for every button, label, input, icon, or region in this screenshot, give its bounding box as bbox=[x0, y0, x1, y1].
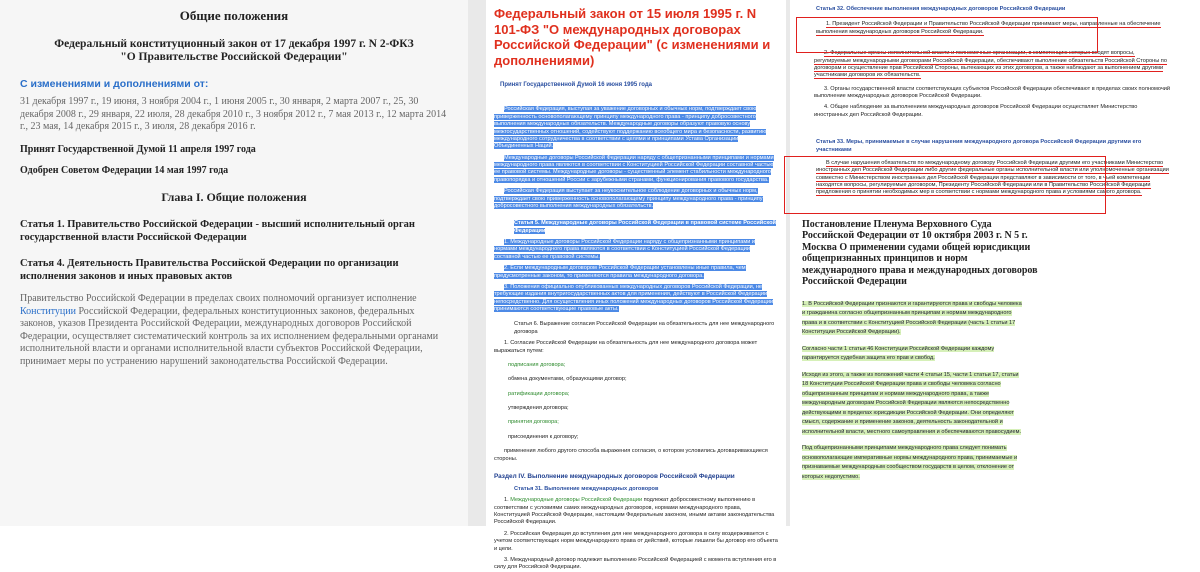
article-5-title bbox=[514, 220, 778, 235]
preamble-paragraph bbox=[494, 106, 778, 150]
articles-32-33-panel bbox=[790, 0, 1200, 526]
art6-last-item: применения любого другого способа выражения согласия, о котором условились договаривающиеся стороны. bbox=[494, 448, 768, 462]
resolution-p2 bbox=[802, 345, 1022, 364]
article-1-title: Статья 1. Правительство Российской Федерации - высший исполнительный орган государственной власти Российской Федерации bbox=[20, 218, 415, 243]
art6-item-accession: присоединения к договору; bbox=[508, 433, 579, 440]
highlighted-text: 1. Международные договоры Российской Федерации наряду с общепризнанными принципами и нормами международного права являются в соответствии с Конституцией Российской Федерации составной частью ее правовой системы. bbox=[494, 239, 756, 260]
article-32-p4: 4. Общее наблюдение за выполнением международных договоров Российской Федерации осуществляет Министерство иностранных дел Российской Федерации. bbox=[814, 104, 1138, 118]
highlighted-text: Российская Федерация выступает за неукоснительное соблюдение договорных и обычных норм, подтверждает свою приверженность основополагающему принципу международного права - принципу добросовестного выполнения международных обязательств. bbox=[494, 188, 763, 209]
article-31-title-text: Статья 31. Выполнение международных договоров bbox=[514, 485, 659, 492]
article-32-title bbox=[816, 6, 1190, 13]
article-33-title-text: Статья 33. Меры, принимаемые в случае нарушения международного договора Российской Федерации другими его участниками bbox=[816, 139, 1142, 153]
resolution-p3 bbox=[802, 371, 1022, 438]
underlined-text: 1. Президент Российской Федерации и Правительство Российской Федерации принимают меры, направленные на обеспечение выполнения международных договоров Российской Федерации. bbox=[816, 21, 1161, 35]
adopted-duma: Принят Государственной Думой 11 апреля 1997 года bbox=[20, 143, 256, 155]
article-31-p1-text: подлежат добросовестному выполнению в соответствии с условиями самих международных договоров, нормами международного права, Конституцией Российской Федерации, настоящим Федеральным законом, иными актами законодательства Российской Федерации. bbox=[494, 497, 775, 526]
preamble-paragraph bbox=[494, 188, 778, 210]
highlighted-text: Международные договоры Российской Федерации наряду с общепризнанными принципами и нормами международного права являются в соответствии с Конституцией Российской Федерации составной частью ее правовой системы. Международные договоры - существенный элемент стабильности международного правопорядка и отношений России с зарубежными странами, функционирования правового государства. bbox=[494, 154, 774, 183]
law-101fz-panel bbox=[486, 0, 786, 571]
law-title-line1: Федеральный конституционный закон от 17 декабря 1997 г. N 2-ФКЗ bbox=[54, 38, 414, 50]
article-6-title: Статья 6. Выражение согласия Российской Федерации на обязательность для нее международного договора bbox=[514, 321, 775, 335]
intl-treaties-link[interactable]: Международные договоры Российской Федерации bbox=[510, 497, 643, 504]
changes-dates: 31 декабря 1997 г., 19 июня, 3 ноября 2004 г., 1 июня 2005 г., 30 января, 2 марта 2007 г., 25, 30 декабря 2008 г., 29 января, 22 июля, 28 декабря 2010 г., 3 ноября 2012 г., 7 мая 2013 г., 12 марта 2014 г., 23 мая, 14 декабря 2015 г., 3 июля, 28 декабря 2016 г. bbox=[20, 96, 447, 133]
article-5-p3 bbox=[494, 284, 778, 314]
resolution-body bbox=[802, 300, 1022, 483]
body-text-rest: Российской Федерации, федеральных конституционных законов, федеральных законов, указов Президента Российской Федерации, международных договоров Российской Федерации, осуществляет систематический контроль за их исполнением федеральными органами исполнительной власти и органами исполнительной власти субъектов Российской Федерации, принимает меры по устранению нарушений законодательства Российской Федерации. bbox=[20, 305, 439, 367]
article-32-red-box bbox=[796, 17, 1098, 53]
green-highlight: Согласно части 1 статьи 46 Конституции Российской Федерации каждому гарантируется судебная защита его прав и свобод. bbox=[802, 345, 995, 362]
resolution-p4 bbox=[802, 444, 1022, 482]
article-4-body bbox=[20, 293, 448, 368]
law-title bbox=[20, 38, 448, 64]
article-31-p1: 1. Международные договоры Российской Федерации подлежат добросовестному выполнению в соответствии с условиями самих международных договоров, нормами международного права, Конституцией Российской Федерации, настоящим Федеральным законом, иными актами законодательства Российской Федерации. bbox=[494, 497, 775, 526]
article-31-p3: 3. Международный договор подлежит выполнению Российской Федерацией с момента вступления его в силу для Российской Федерации. bbox=[494, 556, 777, 571]
article-31-title bbox=[514, 486, 778, 493]
highlighted-text: 3. Положения официально опубликованных международных договоров Российской Федерации, не требующие издания внутригосударственных актов для применения, действуют в Российской Федерации непосредственно. Для осуществления иных положений международных договоров Российской Федерации принимаются соответствующие правовые акты. bbox=[494, 283, 774, 312]
article-31-p2: 2. Российская Федерация до вступления для нее международного договора в силу воздерживается с учетом соответствующих норм международного права от действий, которые лишили бы договор его объекта и цели. bbox=[494, 530, 778, 552]
article-32-p2 bbox=[796, 50, 1190, 80]
highlighted-text: Российская Федерация, выступая за уважение договорных и обычных норм, подтверждает свою приверженность основополагающему принципу международного права - принципу добросовестного выполнения международных обязательств. Международные договоры образуют правовую основу межгосударственных отношений, содействуют поддержанию всеобщего мира и безопасности, развитию международного сотрудничества в соответствии с целями и принципами Устава Организации Объединенных Наций. bbox=[494, 106, 767, 150]
panel-separator bbox=[468, 0, 486, 526]
changes-heading[interactable]: С изменениями и дополнениями от: bbox=[20, 78, 209, 91]
body-text: Правительство Российской Федерации в пределах своих полномочий организует исполнение bbox=[20, 293, 417, 305]
article-5-p2 bbox=[494, 265, 778, 280]
chapter-title: Глава I. Общие положения bbox=[161, 189, 307, 204]
article-4-title: Статья 4. Деятельность Правительства Российской Федерации по организации исполнения законов и иных правовых актов bbox=[20, 258, 399, 282]
law-title-line2: "О Правительстве Российской Федерации" bbox=[120, 51, 348, 64]
adopted-duma-1995: Принят Государственной Думой 16 июня 1995 года bbox=[500, 82, 653, 89]
art6-item-ratification[interactable]: ратификации договора; bbox=[508, 390, 570, 397]
art6-item-approval: утверждения договора; bbox=[508, 405, 569, 411]
supreme-court-resolution-title: Постановление Пленума Верховного Суда Российской Федерации от 10 октября 2003 г. N 5 г. Москва О применении судами общей юрисдикции общепризнанных принципов и норм международного права и международных договоров Российской Федерации bbox=[802, 218, 1038, 288]
constitution-link[interactable]: Конституции bbox=[20, 305, 76, 317]
preamble-paragraph bbox=[494, 155, 778, 185]
article-6-p1: 1. Согласие Российской Федерации на обязательность для нее международного договора может выражаться путем: bbox=[494, 340, 758, 354]
green-highlight: 1. В Российской Федерации признаются и гарантируются права и свободы человека и гражданина согласно общепризнанным принципам и нормам международного права и в соответствии с Конституцией Российской Федерации (часть 1 статьи 17 Конституции Российской Федерации). bbox=[802, 300, 1022, 336]
art6-item-exchange: обмена документами, образующими договор; bbox=[508, 376, 627, 383]
resolution-p1 bbox=[802, 300, 1022, 338]
approved-council: Одобрен Советом Федерации 14 мая 1997 года bbox=[20, 164, 229, 176]
underlined-text: 2. Федеральные органы исполнительной власти и полномочные организации, в компетенцию которых входят вопросы, регулируемые международными договорами Российской Федерации, обеспечивают выполнение обязательств Российской Стороны по договорам и осуществление прав Российской Стороны, вытекающих из этих договоров, а также наблюдают за выполнением другими участниками договоров их обязательств. bbox=[814, 50, 1167, 79]
underlined-text: В случае нарушения обязательств по международному договору Российской Федерации другими его участниками Министерство иностранных дел Российской Федерации либо другие федеральные органы исполнительной власти или уполномоченные организации совместно с Министерством иностранных дел Российской Федерации представляют в зависимости от того, в чьей компетенции находятся вопросы, регулируемые договором, Президенту Российской Федерации или в Правительство Российской Федерации предложения о принятии необходимых мер в соответствии с нормами международного права и условиями самого договора. bbox=[816, 159, 1169, 196]
article-5-title-text: Статья 5. Международные договоры Российской Федерации в правовой системе Российской Федерации bbox=[514, 220, 776, 234]
article-33-red-box bbox=[784, 156, 1106, 214]
section-4-title: Раздел IV. Выполнение международных договоров Российской Федерации bbox=[494, 472, 735, 480]
article-5-p1 bbox=[494, 239, 778, 261]
law-101fz-title: Федеральный закон от 15 июля 1995 г. N 101-ФЗ "О международных договорах Российской Федерации" (с изменениями и дополнениями) bbox=[494, 6, 771, 68]
art6-item-signing[interactable]: подписания договора; bbox=[508, 361, 566, 368]
article-32-title-text: Статья 32. Обеспечение выполнения международных договоров Российской Федерации bbox=[816, 6, 1066, 12]
article-33-title bbox=[816, 139, 1170, 154]
law-2fkz-panel bbox=[0, 0, 468, 526]
green-highlight: Исходя из этого, а также из положений части 4 статьи 15, части 1 статьи 17, статьи 18 Конституции Российской Федерации права и свободы человека согласно общепризнанным принципам и нормам международного права, а также международным договорам Российской Федерации являются непосредственно действующими в пределах юрисдикции Российской Федерации. Они определяют смысл, содержание и применение законов, деятельность законодательной и исполнительной власти, местного самоуправления и обеспечиваются правосудием. bbox=[802, 371, 1022, 435]
art6-item-acceptance[interactable]: принятия договора; bbox=[508, 419, 559, 426]
green-highlight: Под общепризнанными принципами международного права следует понимать основополагающие императивные нормы международного права, принимаемые и признаваемые международным сообществом государств в целом, отклонение от которых недопустимо. bbox=[802, 445, 1018, 480]
highlighted-text: 2. Если международным договором Российской Федерации установлены иные правила, чем предусмотренные законом, то применяются правила международного договора. bbox=[494, 265, 746, 279]
section-heading: Общие положения bbox=[179, 8, 289, 23]
article-32-p3: 3. Органы государственной власти соответствующих субъектов Российской Федерации обеспечивают в пределах своих полномочий выполнение международных договоров Российской Федерации. bbox=[814, 85, 1171, 99]
